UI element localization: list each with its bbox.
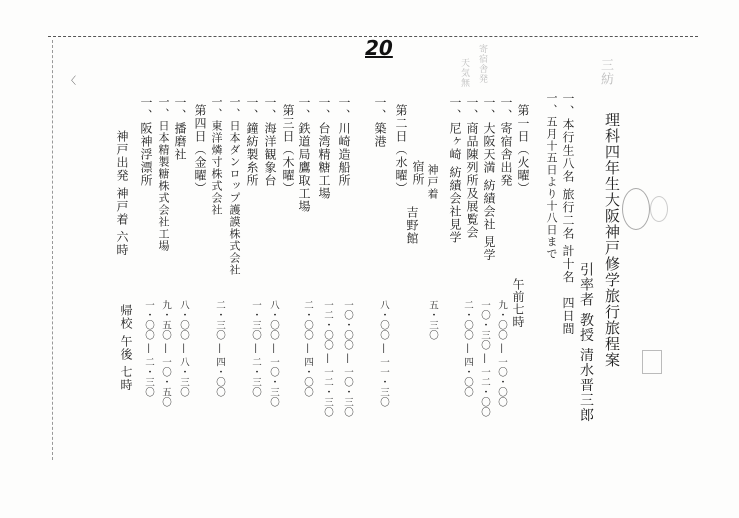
time-slot-12: 八・〇〇 ― 八・三〇 (178, 300, 189, 398)
lodging-label: 宿所 (411, 160, 425, 186)
page-number: 20 (365, 36, 393, 60)
time-departure: 午前七時 (511, 278, 525, 328)
left-edge-rule (52, 40, 53, 460)
time-slot-4: 五・三〇 (427, 300, 438, 340)
time-slot-10: 一・三〇 ― 二・三〇 (250, 300, 261, 398)
itinerary-line-2: 一、五月十五日より十八日まで (545, 92, 558, 260)
time-slot-1: 九・〇〇 ― 一〇・〇〇 (496, 300, 507, 408)
top-faint-note-1: 寄宿舎発 (477, 44, 487, 84)
right-faint-note: 三紡 (598, 58, 613, 86)
left-margin-mark: 〈 (66, 76, 76, 87)
time-slot-14: 一・〇〇 ― 二・三〇 (143, 300, 154, 398)
itinerary-line-6: 一、商品陳列所及展覧会 (465, 96, 479, 239)
time-slot-6: 一〇・〇〇 ― 一〇・三〇 (342, 300, 353, 418)
time-slot-9: 八・〇〇 ― 一〇・三〇 (268, 300, 279, 408)
trip-leader: 引率者 教授 清水晋三郎 (578, 262, 594, 423)
itinerary-line-15: 一、鉄道局鷹取工場 (297, 96, 311, 213)
itinerary-line-4: 一、寄宿舎出発 (499, 96, 513, 187)
seal-stamp (622, 188, 650, 230)
document-title: 理科四年生大阪神戸修学旅行旅程案 (603, 112, 621, 368)
itinerary-line-24: 一、阪神浮漂所 (139, 96, 153, 187)
itinerary-line-23: 一、日本精製糖株式会社工場 (157, 96, 170, 252)
itinerary-line-25: 神戸出発 神戸着 六時 (115, 130, 129, 257)
return-time: 帰校 午後 七時 (119, 304, 133, 392)
time-slot-11: 二・三〇 ― 四・〇〇 (214, 300, 225, 398)
seal-stamp-2 (650, 196, 668, 222)
itinerary-line-13: 一、川崎造船所 (337, 96, 351, 187)
time-slot-5: 八・〇〇 ― 一一・三〇 (378, 300, 389, 408)
arrival-kobe: 神戸着 (426, 164, 439, 200)
lodging-name: 吉野館 (405, 206, 419, 245)
itinerary-line-22: 一、播磨社 (173, 96, 187, 161)
time-slot-3: 二・〇〇 ― 四・〇〇 (462, 300, 473, 398)
time-slot-2: 一〇・三〇 ― 一二・〇〇 (479, 300, 490, 418)
time-slot-13: 九・五〇 ― 一〇・五〇 (160, 300, 171, 408)
itinerary-line-17: 一、海洋観象台 (263, 96, 277, 187)
itinerary-line-14: 一、台湾精糖工場 (317, 96, 331, 200)
itinerary-line-20: 一、東洋燐寸株式会社 (210, 96, 223, 216)
day-heading-2: 第二日（水曜） (394, 104, 408, 195)
itinerary-line-18: 一、鐘紡製糸所 (245, 96, 259, 187)
itinerary-line-12: 一、築港 (373, 96, 387, 148)
itinerary-line-5: 一、大阪天満 紡績会社 見学 (482, 96, 496, 262)
top-faint-note-2: 天気無 (459, 58, 469, 88)
day-heading-1: 第一日（火曜） (516, 104, 530, 195)
day-heading-3: 第三日（木曜） (281, 104, 295, 195)
day-heading-4: 第四日（金曜） (193, 104, 207, 195)
itinerary-line-7: 一、尼ヶ崎 紡績会社見学 (448, 96, 462, 244)
itinerary-line-1: 一、本行生八名 旅行二名 計十名 四日間 (561, 92, 575, 336)
time-slot-7: 一二・〇〇 ― 一二・三〇 (322, 300, 333, 418)
time-slot-8: 二・〇〇 ― 四・〇〇 (302, 300, 313, 398)
corner-stamp (642, 350, 662, 374)
itinerary-line-19: 一、日本ダンロップ護謨株式会社 (228, 96, 241, 276)
